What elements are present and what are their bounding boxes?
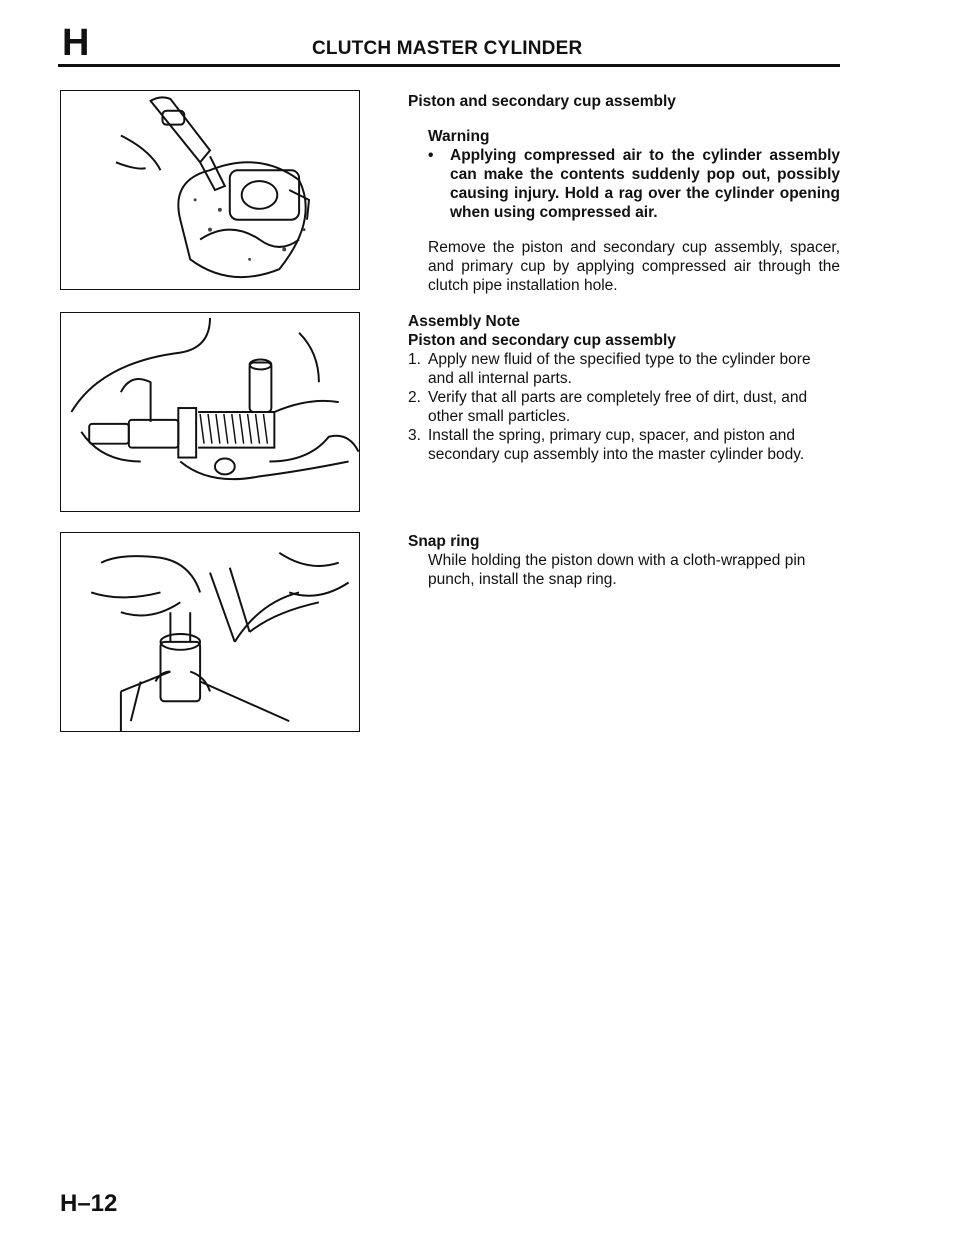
page-title: CLUTCH MASTER CYLINDER: [312, 38, 583, 59]
warning-label: Warning: [428, 128, 490, 145]
figure-snap-ring: [60, 532, 360, 732]
figure-install-parts: [60, 312, 360, 512]
step-text: Install the spring, primary cup, spacer, and piston and secondary cup assembly into the master cylinder body.: [428, 427, 805, 463]
hands-install-illustration: [61, 313, 359, 511]
section-heading-snap-ring: Snap ring: [408, 533, 480, 550]
header-rule: [58, 64, 840, 67]
section-heading-piston-assembly: Piston and secondary cup assembly: [408, 332, 676, 349]
section-letter: H: [62, 22, 90, 64]
page-number: H–12: [60, 1190, 118, 1217]
bullet-icon: •: [428, 147, 434, 164]
step-number: 1.: [408, 351, 421, 368]
warning-text: Applying compressed air to the cylinder assembly can make the contents suddenly pop out, possibly causing injury. Hold a rag over the cylinder opening when using compressed air.: [450, 147, 840, 221]
assembly-note-label: Assembly Note: [408, 313, 520, 330]
step-number: 3.: [408, 427, 421, 444]
figure-compressed-air: [60, 90, 360, 290]
step-text: Apply new fluid of the specified type to the cylinder bore and all internal parts.: [428, 351, 811, 387]
step-text: Verify that all parts are completely free of dirt, dust, and other small particles.: [428, 389, 808, 425]
snap-ring-pliers-illustration: [61, 533, 359, 731]
section-heading-piston-removal: Piston and secondary cup assembly: [408, 93, 676, 110]
removal-instruction: Remove the piston and secondary cup assembly, spacer, and primary cup by applying compressed air through the clutch pipe installation hole.: [428, 239, 840, 294]
air-gun-illustration: [61, 91, 359, 289]
step-number: 2.: [408, 389, 421, 406]
snap-ring-instruction: While holding the piston down with a cloth-wrapped pin punch, install the snap ring.: [428, 552, 806, 588]
